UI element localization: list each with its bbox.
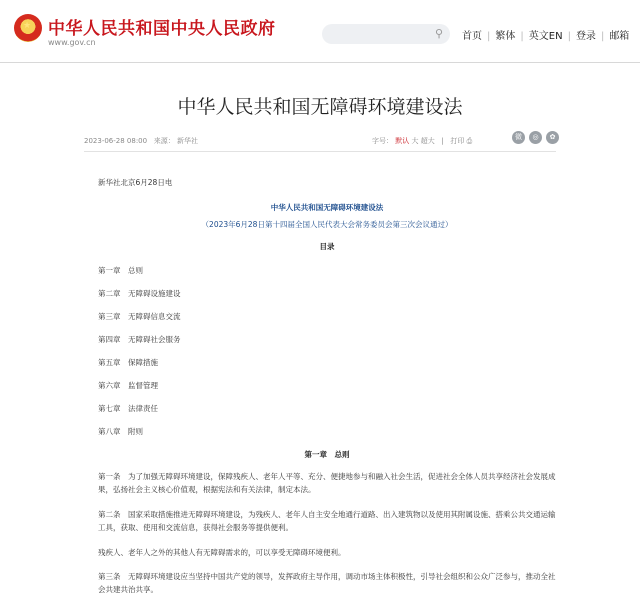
font-large-option[interactable]: 大 bbox=[411, 137, 419, 145]
font-size-label: 字号： bbox=[372, 137, 393, 145]
site-title[interactable]: 中华人民共和国中央人民政府 bbox=[48, 19, 276, 39]
dateline: 新华社北京6月28日电 bbox=[98, 178, 173, 187]
search-input[interactable] bbox=[322, 24, 450, 44]
top-nav: 首页 | 繁体 | 英文EN | 登录 | 邮箱 bbox=[462, 31, 630, 42]
share-weibo-icon[interactable]: 微 bbox=[512, 131, 525, 144]
law-title: 中华人民共和国无障碍环境建设法 bbox=[270, 203, 384, 212]
site-header bbox=[0, 0, 640, 63]
nav-mailbox[interactable]: 邮箱 bbox=[609, 31, 630, 42]
paragraph: 第二条 国家采取措施推进无障碍环境建设，为残疾人、老年人自主安全地通行道路、出入建筑物以及使用其附属设施、搭乘公共交通运输工具，获取、使用和交流信息，获得社会服务等提供便利。 bbox=[98, 510, 556, 532]
source-label: 来源： bbox=[153, 137, 175, 145]
toc-item: 第六章 监督管理 bbox=[98, 381, 158, 390]
publish-date: 2023-06-28 08:00 bbox=[84, 137, 148, 145]
toc-item: 第三章 无障碍信息交流 bbox=[98, 312, 181, 321]
paragraph: 第三条 无障碍环境建设应当坚持中国共产党的领导，发挥政府主导作用，调动市场主体积极性，引导社会组织和公众广泛参与，推动全社会共建共治共享。 bbox=[98, 572, 556, 594]
font-xlarge-option[interactable]: 超大 bbox=[420, 137, 435, 145]
nav-english[interactable]: 英文EN bbox=[528, 31, 563, 42]
print-button[interactable]: 打印 bbox=[450, 137, 465, 145]
font-default-option[interactable]: 默认 bbox=[395, 137, 410, 145]
toc-item: 第二章 无障碍设施建设 bbox=[98, 289, 181, 298]
nav-login[interactable]: 登录 bbox=[575, 31, 596, 42]
toc-item: 第七章 法律责任 bbox=[98, 404, 158, 413]
nav-home[interactable]: 首页 bbox=[462, 31, 482, 42]
paragraph: 第一条 为了加强无障碍环境建设，保障残疾人、老年人平等、充分、便捷地参与和融入社会生活，促进社会全体人员共享经济社会发展成果，弘扬社会主义核心价值观，根据宪法和有关法律，制定本法。 bbox=[98, 472, 556, 494]
national-emblem-icon[interactable]: ★ bbox=[14, 14, 42, 42]
share-wechat-icon[interactable]: ◎ bbox=[529, 131, 542, 144]
font-size-controls: 字号： 默认 大 超大 | 打印 ⎙ bbox=[372, 137, 473, 145]
source-value: 新华社 bbox=[177, 137, 199, 145]
print-icon[interactable]: ⎙ bbox=[466, 137, 473, 145]
toc-item: 第四章 无障碍社会服务 bbox=[98, 335, 181, 344]
site-url: www.gov.cn bbox=[48, 38, 96, 47]
toc-title: 目录 bbox=[319, 242, 335, 251]
toc-item: 第五章 保障措施 bbox=[98, 358, 158, 367]
share-favorite-icon[interactable]: ✿ bbox=[546, 131, 559, 144]
article-title: 中华人民共和国无障碍环境建设法 bbox=[177, 96, 463, 118]
toc-item: 第一章 总则 bbox=[98, 266, 143, 275]
law-subtitle: （2023年6月28日第十四届全国人民代表大会常务委员会第三次会议通过） bbox=[201, 220, 453, 229]
toc-item: 第八章 附则 bbox=[98, 427, 143, 436]
nav-traditional[interactable]: 繁体 bbox=[495, 31, 516, 42]
paragraph: 残疾人、老年人之外的其他人有无障碍需求的，可以享受无障碍环境便利。 bbox=[98, 548, 346, 557]
article-meta bbox=[84, 136, 198, 146]
search-icon[interactable]: ⚲ bbox=[434, 27, 443, 40]
chapter-heading: 第一章 总则 bbox=[304, 450, 350, 459]
meta-divider bbox=[84, 151, 556, 152]
